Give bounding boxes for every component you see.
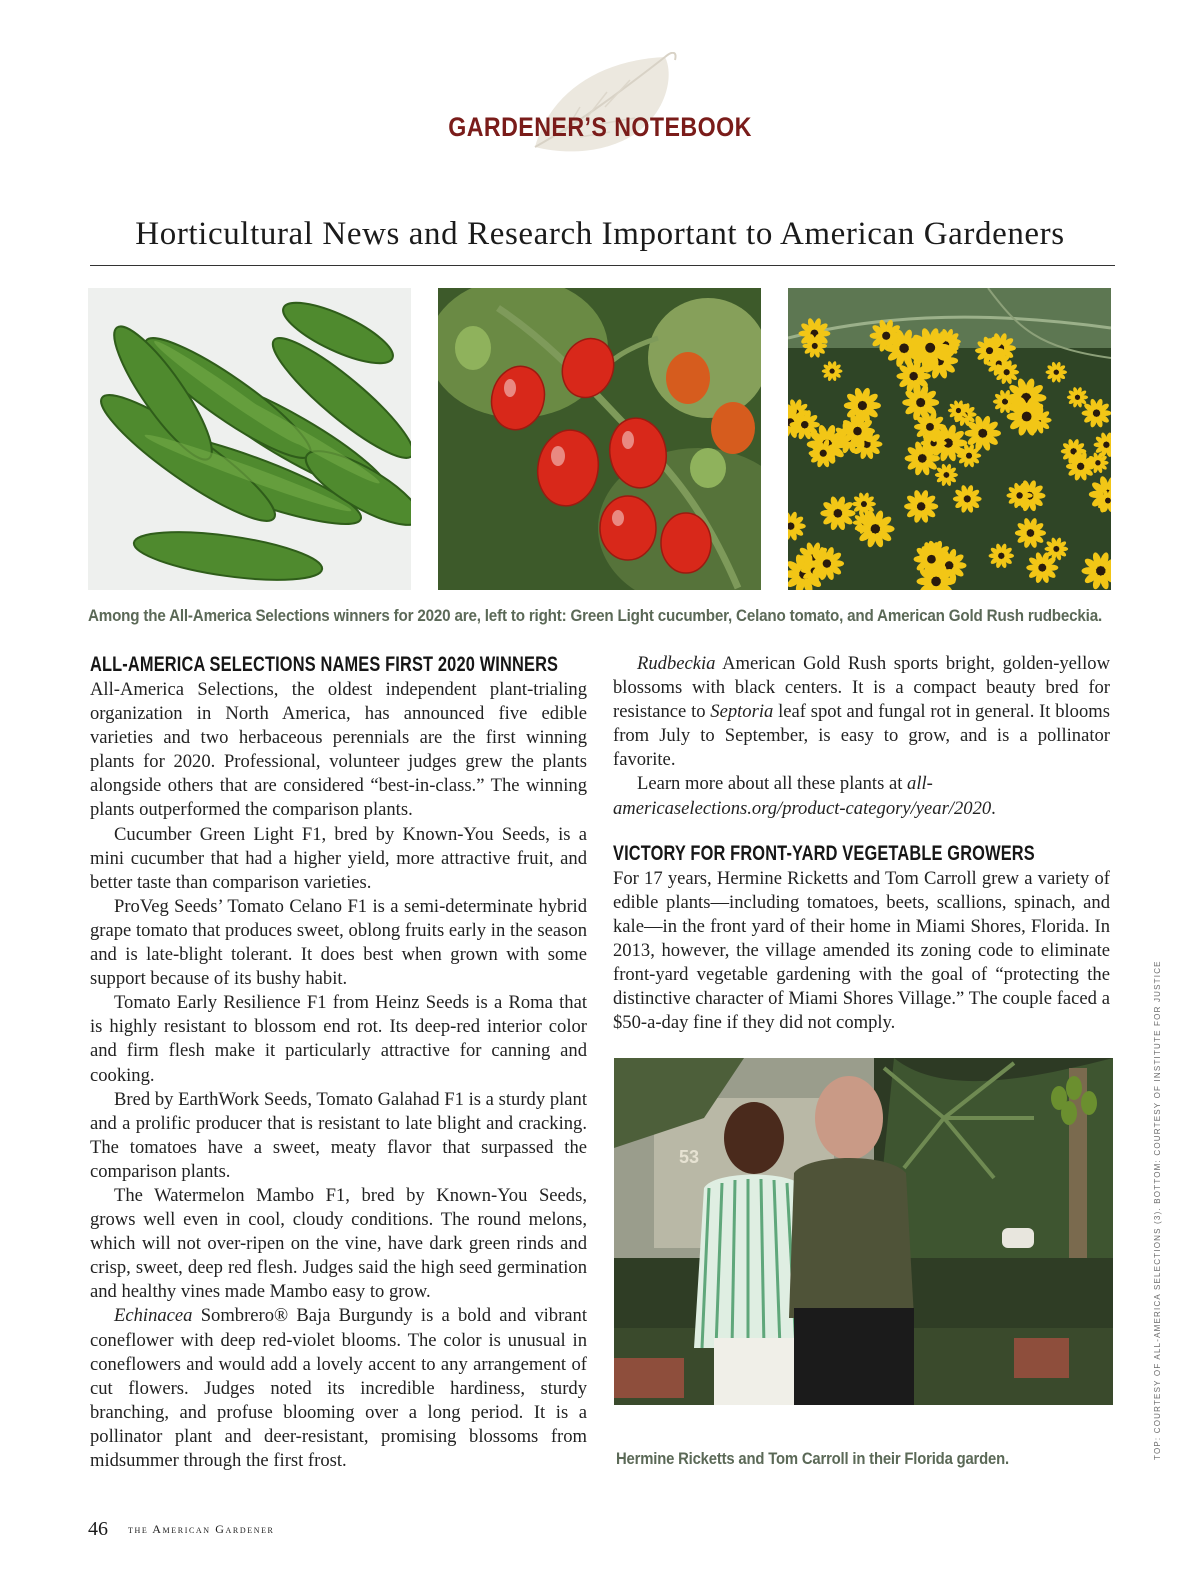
paragraph-text: Learn more about all these plants at xyxy=(637,773,908,795)
article-paragraph xyxy=(613,652,1110,772)
photo-caption-bottom: Hermine Ricketts and Tom Carroll in their Florida garden. xyxy=(616,1450,1009,1468)
house-number: 53 xyxy=(679,1147,700,1167)
section-label: GARDENER’S NOTEBOOK xyxy=(448,112,752,142)
rudbeckia-photo xyxy=(788,288,1111,590)
article-paragraph xyxy=(90,1304,587,1473)
article-paragraph xyxy=(613,772,1110,820)
page-number: 46 xyxy=(88,1518,108,1540)
aas-link[interactable]: all-americaselections.org/product-category/year/2020 xyxy=(613,773,992,819)
photo-credit: TOP: COURTESY OF ALL-AMERICA SELECTIONS (3). BOTTOM: COURTESY OF INSTITUTE FOR JUSTICE xyxy=(1153,960,1162,1460)
leaf-icon xyxy=(525,52,685,162)
magazine-name: the American Gardener xyxy=(128,1522,275,1536)
article-paragraph: ProVeg Seeds’ Tomato Celano F1 is a semi-determinate hybrid grape tomato that produces sweet, oblong fruits early in the season and is late-blight tolerant. It does best when grown with some support because of its bushy habit. xyxy=(90,895,587,990)
article-paragraph: The Watermelon Mambo F1, bred by Known-You Seeds, grows well even in cool, cloudy conditions. The round melons, which will not over-ripen on the vine, have dark green rinds and crisp, sweet, deep red flesh. Judges said the high seed germination and healthy vines made Mambo easy to grow. xyxy=(90,1184,587,1303)
couple-photo xyxy=(614,1058,1113,1405)
article-paragraph: Tomato Early Resilience F1 from Heinz Seeds is a Roma that is highly resistant to blossom end rot. Its deep-red interior color and firm flesh make it particularly attractive for canning and cooking. xyxy=(90,992,587,1086)
paragraph-text: American Gold Rush sports bright, golden-yellow blossoms with black centers. It is a compact beauty bred for resistance to xyxy=(613,653,1110,723)
article-paragraph: Cucumber Green Light F1, bred by Known-You Seeds, is a mini cucumber that had a higher yield, more attractive fruit, and better taste than comparison varieties. xyxy=(90,823,587,893)
disease-name: Septoria xyxy=(710,701,774,723)
paragraph-text: leaf spot and fungal rot in general. It blooms from July to September, is easy to grow, and is a pollinator favorite. xyxy=(613,701,1110,771)
paragraph-text: . xyxy=(991,797,996,819)
article-heading-aas: ALL-AMERICA SELECTIONS NAMES FIRST 2020 WINNERS xyxy=(90,653,559,676)
paragraph-text: Sombrero® Baja Burgundy is a bold and vibrant coneflower with deep red-violet blooms. The color is unusual in coneflowers and would add a lovely accent to any arrangement of cut flowers. Judges noted its incredible hardiness, sturdy branching, and profuse blooming over a long period. It is a pollinator plant and deer-resistant, promising blossoms from midsummer through the first frost. xyxy=(90,1305,587,1471)
article-paragraph: All-America Selections, the oldest independent plant-trialing organization in North America, has announced five edible varieties and two herbaceous perennials are the first winning plants for 2020. Professional, volunteer judges grew the plants alongside others that are considered “best-in-class.” The winning plants outperformed the comparison plants. xyxy=(90,679,587,821)
plant-genus: Echinacea xyxy=(114,1305,193,1327)
article-heading-victory: VICTORY FOR FRONT-YARD VEGETABLE GROWERS xyxy=(613,841,1035,865)
tomato-photo xyxy=(438,288,761,590)
article-paragraph: For 17 years, Hermine Ricketts and Tom Carroll grew a variety of edible plants—including tomatoes, beets, scallions, spinach, and kale—in the front yard of their home in Miami Shores, Florida. In 2013, however, the village amended its zoning code to eliminate front-yard vegetable gardening with the goal of “protecting the distinctive character of Miami Shores Village.” The couple faced a $50-a-day fine if they did not comply. xyxy=(613,867,1110,1034)
article-left-column xyxy=(90,652,587,1473)
photo-caption-top: Among the All-America Selections winners for 2020 are, left to right: Green Light cucumber, Celano tomato, and American Gold Rush rudbeckia. xyxy=(88,607,1102,625)
header-rule xyxy=(90,265,1115,266)
page-deck-title: Horticultural News and Research Important to American Gardeners xyxy=(135,216,1065,252)
plant-genus: Rudbeckia xyxy=(637,653,716,674)
article-paragraph: Bred by EarthWork Seeds, Tomato Galahad F1 is a sturdy plant and a prolific producer that is resistant to late blight and cracking. The tomatoes have a sweet, meaty flavor that surpassed the comparison plants. xyxy=(90,1088,587,1182)
cucumber-photo xyxy=(88,288,411,590)
article-right-column xyxy=(613,652,1110,1035)
